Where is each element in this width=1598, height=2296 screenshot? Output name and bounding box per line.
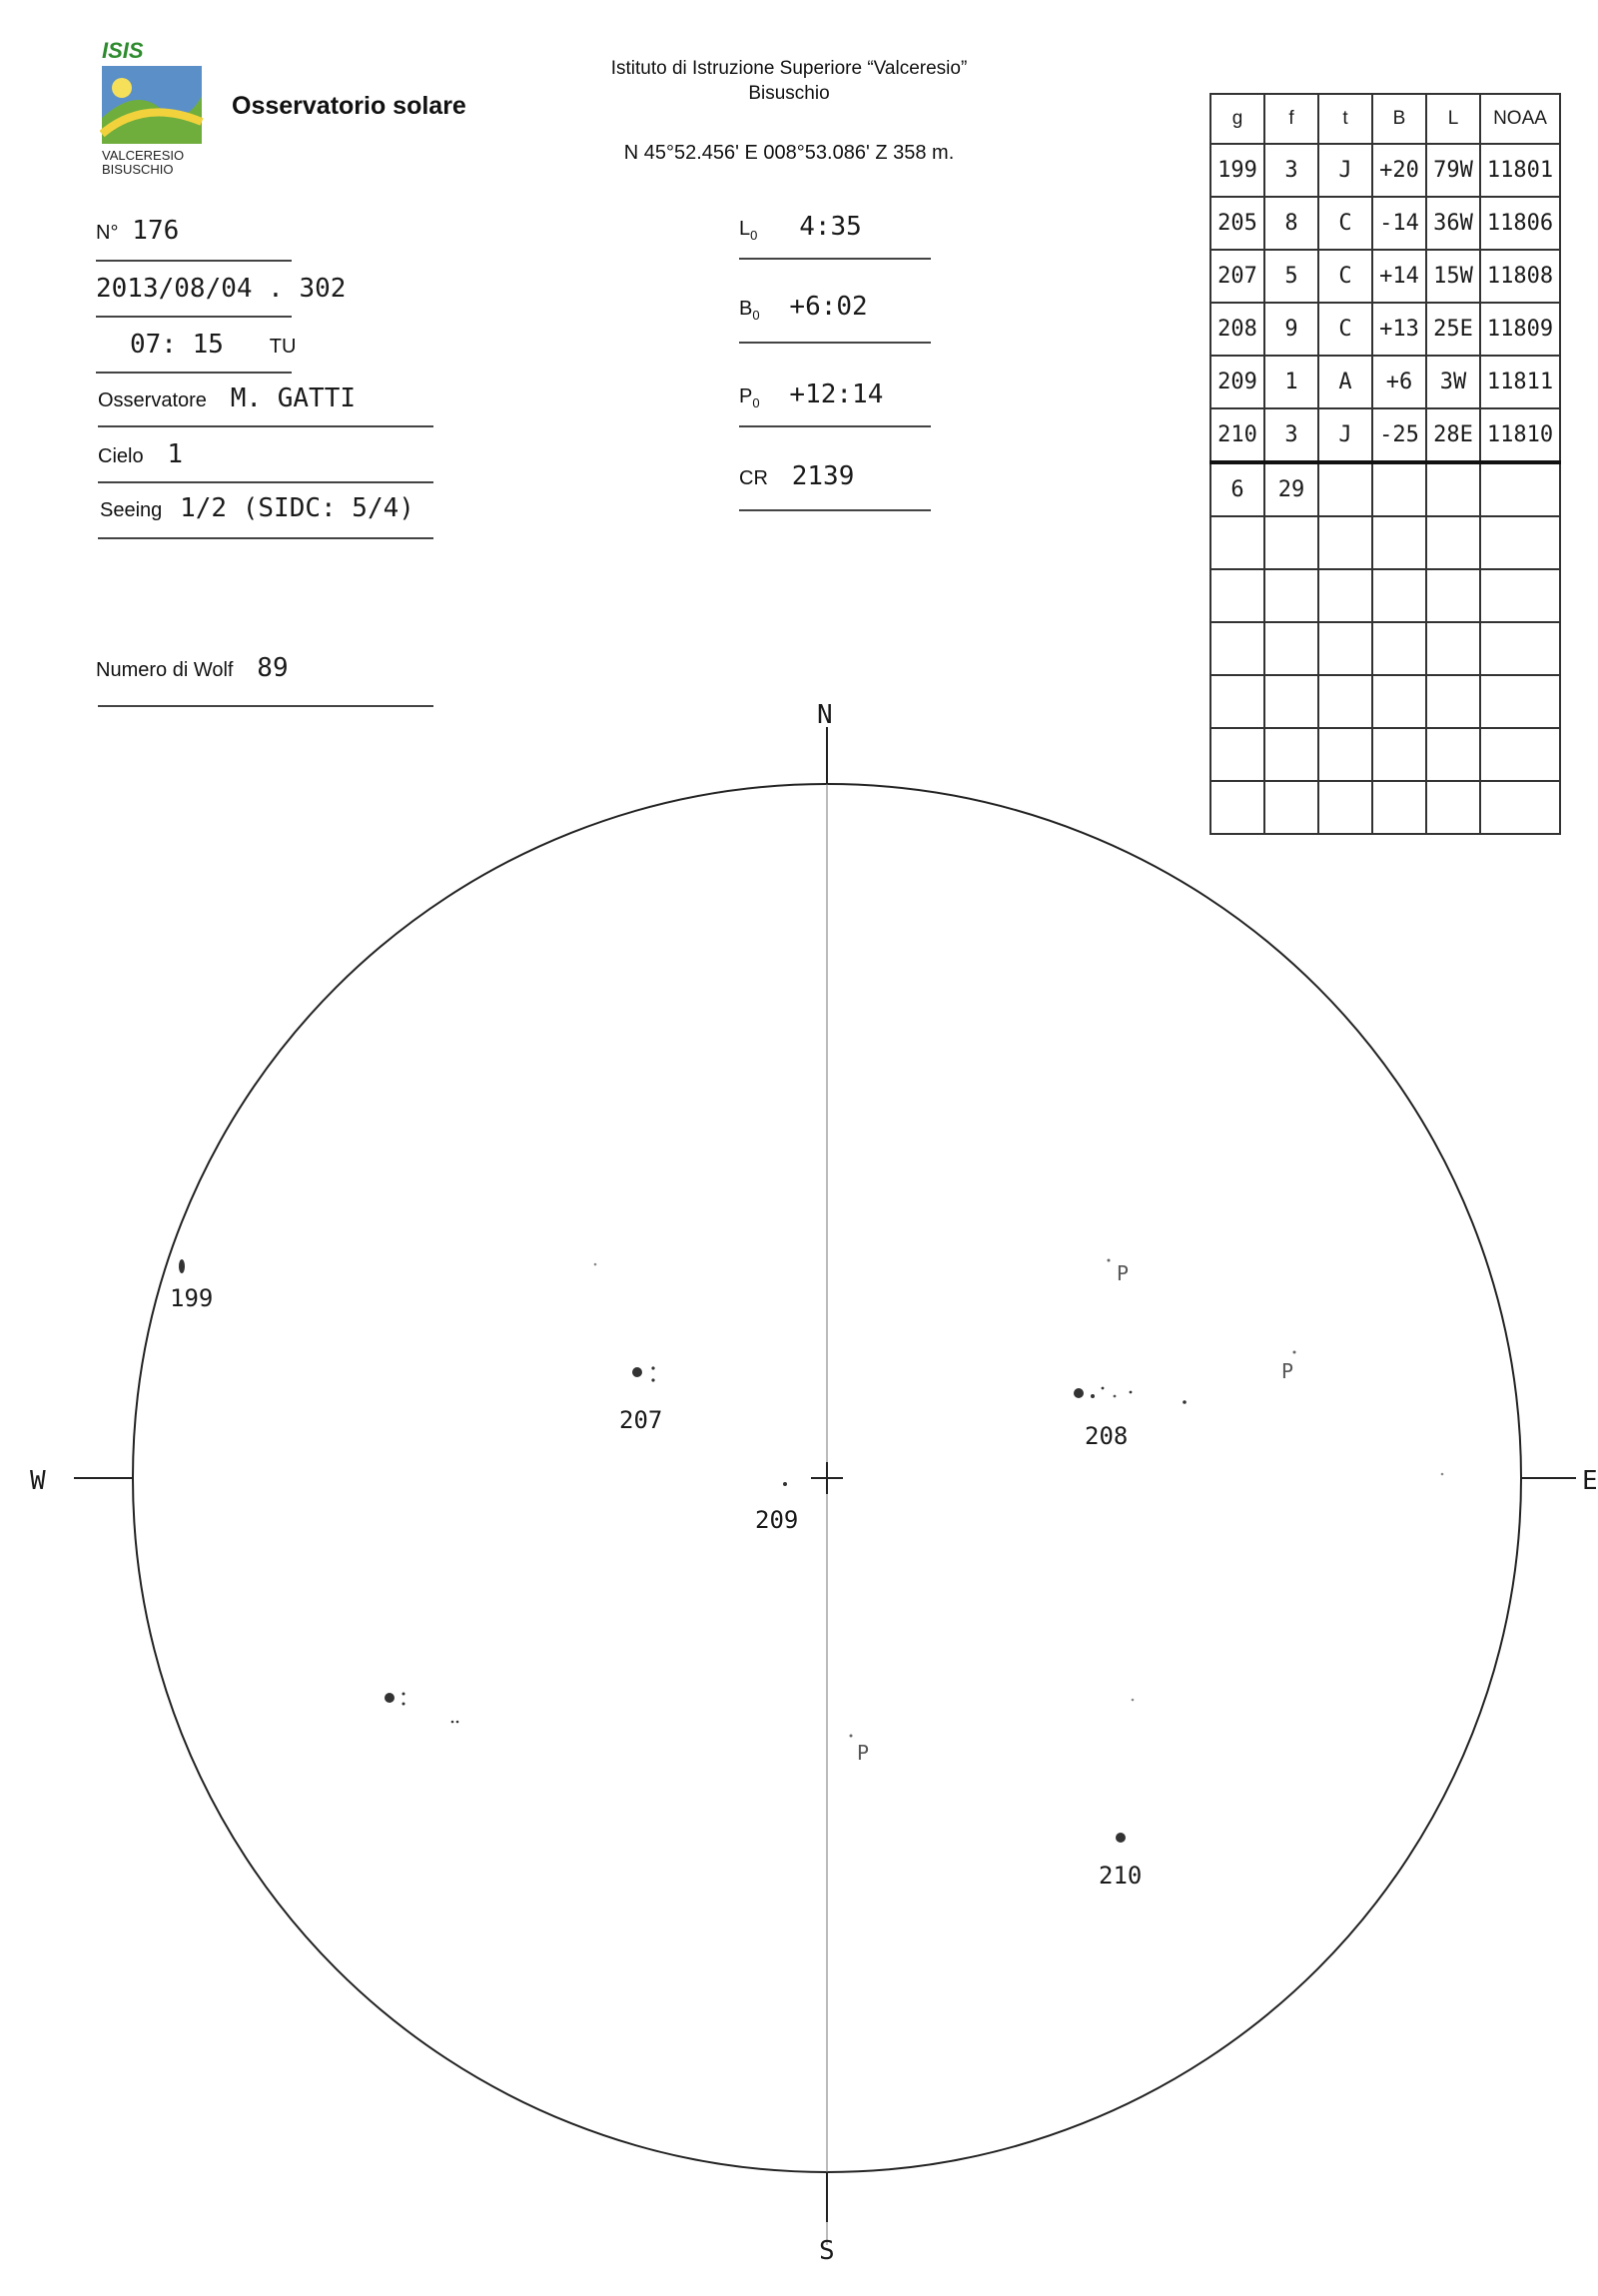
- col-header-l: L: [1426, 94, 1480, 144]
- sunspot: [402, 1703, 405, 1706]
- sunspot: [1074, 1388, 1084, 1398]
- b0-subscript: 0: [752, 308, 760, 324]
- p0-subscript: 0: [752, 395, 760, 411]
- cell-l: 28E: [1426, 408, 1480, 462]
- cell-noaa: 11801: [1480, 144, 1560, 197]
- l0-label: L: [739, 218, 751, 240]
- col-header-noaa: NOAA: [1480, 94, 1560, 144]
- cell-b: -14: [1372, 197, 1426, 250]
- group-label-210: 210: [1099, 1862, 1143, 1890]
- total-cell-f: 29: [1264, 462, 1318, 516]
- b0-value: +6:02: [789, 292, 868, 322]
- col-header-t: t: [1318, 94, 1372, 144]
- cell-noaa: 11810: [1480, 408, 1560, 462]
- sunspot: [451, 1721, 454, 1724]
- group-label-208: 208: [1085, 1422, 1129, 1450]
- sunspot: [783, 1482, 787, 1486]
- sunspot: [456, 1721, 459, 1724]
- cell-noaa: 11808: [1480, 250, 1560, 303]
- sunspot: [179, 1259, 185, 1273]
- faculae-dot: [1293, 1351, 1296, 1354]
- l0-subscript: 0: [750, 228, 758, 244]
- wolf-label: Numero di Wolf: [96, 659, 234, 681]
- east-label: E: [1582, 1466, 1598, 1496]
- sunspot: [651, 1366, 654, 1369]
- p0-value: +12:14: [789, 380, 884, 409]
- sky-label: Cielo: [98, 445, 144, 467]
- cell-f: 1: [1264, 356, 1318, 408]
- cell-t: C: [1318, 303, 1372, 356]
- drawing-number-value: 176: [132, 216, 180, 246]
- cell-t: J: [1318, 144, 1372, 197]
- north-label: N: [817, 700, 833, 730]
- sky-value: 1: [167, 439, 184, 469]
- sunspot: [1091, 1394, 1095, 1398]
- cell-g: 207: [1210, 250, 1264, 303]
- cell-l: 36W: [1426, 197, 1480, 250]
- cell-noaa: 11811: [1480, 356, 1560, 408]
- cell-t: A: [1318, 356, 1372, 408]
- p-mark: P: [857, 1741, 870, 1765]
- cell-f: 9: [1264, 303, 1318, 356]
- faculae-dot: [1108, 1259, 1111, 1262]
- faculae-dot: [850, 1735, 853, 1738]
- cell-f: 5: [1264, 250, 1318, 303]
- cell-b: +20: [1372, 144, 1426, 197]
- faculae-dot: [1441, 1473, 1444, 1476]
- institute-line-2: Bisuschio: [748, 83, 830, 104]
- institute-line-1: Istituto di Istruzione Superiore “Valceresio”: [610, 58, 968, 79]
- cell-l: 25E: [1426, 303, 1480, 356]
- cell-l: 79W: [1426, 144, 1480, 197]
- sunspot: [1130, 1391, 1133, 1394]
- cell-f: 3: [1264, 408, 1318, 462]
- west-label: W: [30, 1466, 46, 1496]
- cell-g: 199: [1210, 144, 1264, 197]
- group-label-207: 207: [619, 1406, 663, 1434]
- group-label-199: 199: [170, 1284, 214, 1312]
- p0-label: P: [739, 385, 753, 407]
- sunspot: [1102, 1387, 1105, 1390]
- cell-g: 210: [1210, 408, 1264, 462]
- cell-l: 3W: [1426, 356, 1480, 408]
- site-coordinates: N 45°52.456' E 008°53.086' Z 358 m.: [623, 142, 955, 164]
- col-header-g: g: [1210, 94, 1264, 144]
- cr-value: 2139: [791, 461, 855, 491]
- faculae-dot: [594, 1263, 597, 1266]
- sunspot: [1183, 1400, 1187, 1404]
- seeing-label: Seeing: [100, 499, 163, 521]
- sunspot: [385, 1693, 395, 1703]
- observer-value: M. GATTI: [230, 383, 357, 413]
- cell-t: C: [1318, 197, 1372, 250]
- sunspot: [1114, 1395, 1117, 1398]
- sunspot: [651, 1378, 654, 1381]
- cell-l: 15W: [1426, 250, 1480, 303]
- observation-time-unit: TU: [269, 336, 297, 358]
- svg-text:BISUSCHIO: BISUSCHIO: [102, 162, 174, 177]
- observatory-title: Osservatorio solare: [232, 92, 466, 120]
- cell-t: C: [1318, 250, 1372, 303]
- svg-text:ISIS: ISIS: [102, 38, 144, 63]
- cell-noaa: 11809: [1480, 303, 1560, 356]
- south-label: S: [819, 2236, 835, 2266]
- cell-g: 208: [1210, 303, 1264, 356]
- p-mark: P: [1281, 1359, 1294, 1383]
- svg-text:VALCERESIO: VALCERESIO: [102, 148, 185, 163]
- b0-label: B: [739, 298, 753, 320]
- observation-date-value: 2013/08/04 . 302: [96, 274, 347, 304]
- col-header-f: f: [1264, 94, 1318, 144]
- cell-b: +14: [1372, 250, 1426, 303]
- cr-label: CR: [739, 467, 768, 489]
- cell-f: 3: [1264, 144, 1318, 197]
- sunspot: [402, 1693, 405, 1696]
- observer-label: Osservatore: [98, 389, 207, 411]
- total-cell-g: 6: [1210, 462, 1264, 516]
- sunspot: [1116, 1833, 1126, 1843]
- faculae-dot: [1132, 1699, 1135, 1702]
- cell-b: +13: [1372, 303, 1426, 356]
- drawing-number-label: N°: [96, 222, 119, 244]
- cell-g: 205: [1210, 197, 1264, 250]
- observation-time-value: 07: 15: [130, 330, 224, 360]
- cell-g: 209: [1210, 356, 1264, 408]
- col-header-b: B: [1372, 94, 1426, 144]
- cell-f: 8: [1264, 197, 1318, 250]
- p-mark: P: [1117, 1261, 1130, 1285]
- l0-value: 4:35: [799, 212, 862, 242]
- seeing-value: 1/2 (SIDC: 5/4): [180, 493, 414, 523]
- cell-t: J: [1318, 408, 1372, 462]
- wolf-value: 89: [257, 653, 289, 683]
- cell-b: +6: [1372, 356, 1426, 408]
- cell-noaa: 11806: [1480, 197, 1560, 250]
- cell-b: -25: [1372, 408, 1426, 462]
- sunspot: [632, 1367, 642, 1377]
- group-label-209: 209: [755, 1506, 799, 1534]
